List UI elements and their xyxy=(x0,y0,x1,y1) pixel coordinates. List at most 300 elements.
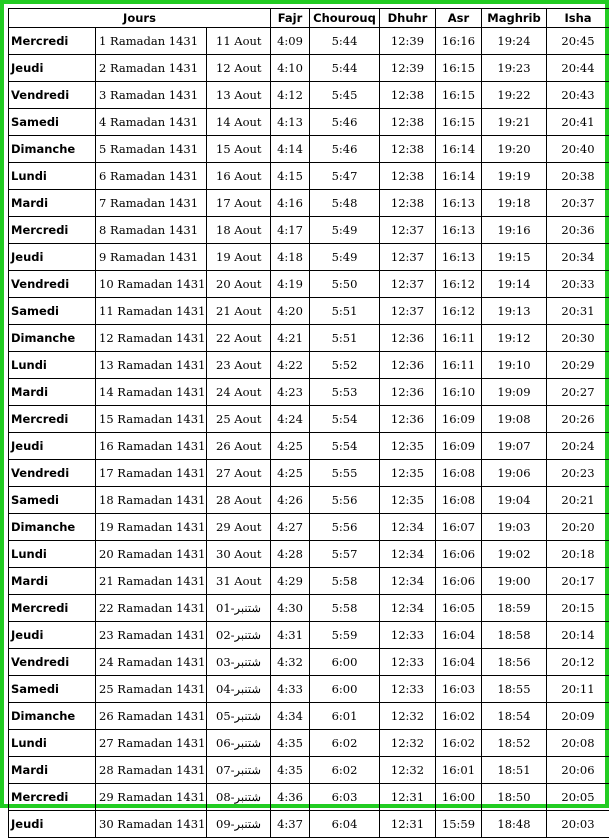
prayer-timetable xyxy=(8,8,609,838)
maghrib-cell: 19:19 xyxy=(482,163,547,190)
gregorian-date-cell: 26 Aout xyxy=(207,433,271,460)
maghrib-cell: 19:14 xyxy=(482,271,547,298)
isha-cell: 20:45 xyxy=(547,28,609,55)
asr-cell: 16:02 xyxy=(436,703,482,730)
fajr-cell: 4:16 xyxy=(271,190,310,217)
gregorian-date-cell: 16 Aout xyxy=(207,163,271,190)
isha-cell: 20:24 xyxy=(547,433,609,460)
gregorian-date-cell: 30 Aout xyxy=(207,541,271,568)
day-cell: Samedi xyxy=(9,109,96,136)
dhuhr-cell: 12:32 xyxy=(380,703,436,730)
gregorian-date-cell: 20 Aout xyxy=(207,271,271,298)
day-cell: Dimanche xyxy=(9,514,96,541)
chourouq-cell: 5:54 xyxy=(310,406,380,433)
isha-cell: 20:14 xyxy=(547,622,609,649)
fajr-cell: 4:09 xyxy=(271,28,310,55)
gregorian-date-cell: 11 Aout xyxy=(207,28,271,55)
header-isha: Isha xyxy=(547,9,609,28)
chourouq-cell: 5:50 xyxy=(310,271,380,298)
day-cell: Mercredi xyxy=(9,28,96,55)
day-cell: Mercredi xyxy=(9,406,96,433)
maghrib-cell: 18:55 xyxy=(482,676,547,703)
hijri-date-cell: 11 Ramadan 1431 xyxy=(96,298,207,325)
fajr-cell: 4:20 xyxy=(271,298,310,325)
isha-cell: 20:18 xyxy=(547,541,609,568)
asr-cell: 16:04 xyxy=(436,649,482,676)
day-cell: Mardi xyxy=(9,757,96,784)
day-cell: Samedi xyxy=(9,487,96,514)
fajr-cell: 4:26 xyxy=(271,487,310,514)
table-row xyxy=(9,811,609,838)
asr-cell: 16:08 xyxy=(436,487,482,514)
asr-cell: 16:12 xyxy=(436,271,482,298)
header-maghrib: Maghrib xyxy=(482,9,547,28)
hijri-date-cell: 1 Ramadan 1431 xyxy=(96,28,207,55)
isha-cell: 20:21 xyxy=(547,487,609,514)
gregorian-date-cell: 21 Aout xyxy=(207,298,271,325)
day-cell: Jeudi xyxy=(9,244,96,271)
chourouq-cell: 5:53 xyxy=(310,379,380,406)
fajr-cell: 4:25 xyxy=(271,433,310,460)
maghrib-cell: 19:18 xyxy=(482,190,547,217)
maghrib-cell: 19:24 xyxy=(482,28,547,55)
chourouq-cell: 5:51 xyxy=(310,298,380,325)
fajr-cell: 4:29 xyxy=(271,568,310,595)
asr-cell: 16:16 xyxy=(436,28,482,55)
dhuhr-cell: 12:31 xyxy=(380,784,436,811)
table-row xyxy=(9,217,609,244)
chourouq-cell: 5:58 xyxy=(310,568,380,595)
dhuhr-cell: 12:38 xyxy=(380,109,436,136)
hijri-date-cell: 12 Ramadan 1431 xyxy=(96,325,207,352)
day-cell: Mardi xyxy=(9,190,96,217)
maghrib-cell: 18:56 xyxy=(482,649,547,676)
dhuhr-cell: 12:35 xyxy=(380,460,436,487)
maghrib-cell: 18:48 xyxy=(482,811,547,838)
dhuhr-cell: 12:36 xyxy=(380,406,436,433)
maghrib-cell: 19:08 xyxy=(482,406,547,433)
dhuhr-cell: 12:38 xyxy=(380,190,436,217)
asr-cell: 16:15 xyxy=(436,82,482,109)
fajr-cell: 4:19 xyxy=(271,271,310,298)
hijri-date-cell: 5 Ramadan 1431 xyxy=(96,136,207,163)
chourouq-cell: 5:59 xyxy=(310,622,380,649)
asr-cell: 16:09 xyxy=(436,406,482,433)
day-cell: Jeudi xyxy=(9,811,96,838)
dhuhr-cell: 12:33 xyxy=(380,676,436,703)
fajr-cell: 4:35 xyxy=(271,730,310,757)
hijri-date-cell: 24 Ramadan 1431 xyxy=(96,649,207,676)
day-cell: Jeudi xyxy=(9,55,96,82)
dhuhr-cell: 12:38 xyxy=(380,163,436,190)
gregorian-date-cell: 15 Aout xyxy=(207,136,271,163)
table-row xyxy=(9,460,609,487)
gregorian-date-cell: شتنبر-05 xyxy=(207,703,271,730)
gregorian-date-cell: 12 Aout xyxy=(207,55,271,82)
hijri-date-cell: 6 Ramadan 1431 xyxy=(96,163,207,190)
fajr-cell: 4:21 xyxy=(271,325,310,352)
asr-cell: 16:10 xyxy=(436,379,482,406)
asr-cell: 16:04 xyxy=(436,622,482,649)
isha-cell: 20:29 xyxy=(547,352,609,379)
maghrib-cell: 19:04 xyxy=(482,487,547,514)
asr-cell: 16:05 xyxy=(436,595,482,622)
maghrib-cell: 19:02 xyxy=(482,541,547,568)
header-chourouq: Chourouq xyxy=(310,9,380,28)
dhuhr-cell: 12:32 xyxy=(380,730,436,757)
isha-cell: 20:05 xyxy=(547,784,609,811)
fajr-cell: 4:10 xyxy=(271,55,310,82)
table-row xyxy=(9,487,609,514)
day-cell: Lundi xyxy=(9,541,96,568)
dhuhr-cell: 12:39 xyxy=(380,28,436,55)
day-cell: Mercredi xyxy=(9,784,96,811)
maghrib-cell: 18:50 xyxy=(482,784,547,811)
chourouq-cell: 6:03 xyxy=(310,784,380,811)
asr-cell: 16:01 xyxy=(436,757,482,784)
hijri-date-cell: 19 Ramadan 1431 xyxy=(96,514,207,541)
fajr-cell: 4:14 xyxy=(271,136,310,163)
dhuhr-cell: 12:34 xyxy=(380,541,436,568)
dhuhr-cell: 12:34 xyxy=(380,568,436,595)
hijri-date-cell: 2 Ramadan 1431 xyxy=(96,55,207,82)
chourouq-cell: 6:04 xyxy=(310,811,380,838)
day-cell: Samedi xyxy=(9,676,96,703)
gregorian-date-cell: شتنبر-02 xyxy=(207,622,271,649)
fajr-cell: 4:24 xyxy=(271,406,310,433)
dhuhr-cell: 12:34 xyxy=(380,514,436,541)
maghrib-cell: 19:21 xyxy=(482,109,547,136)
isha-cell: 20:03 xyxy=(547,811,609,838)
day-cell: Jeudi xyxy=(9,433,96,460)
table-row xyxy=(9,676,609,703)
day-cell: Lundi xyxy=(9,163,96,190)
asr-cell: 16:13 xyxy=(436,217,482,244)
asr-cell: 16:14 xyxy=(436,163,482,190)
chourouq-cell: 6:00 xyxy=(310,676,380,703)
dhuhr-cell: 12:33 xyxy=(380,622,436,649)
asr-cell: 16:13 xyxy=(436,244,482,271)
gregorian-date-cell: شتنبر-09 xyxy=(207,811,271,838)
gregorian-date-cell: شتنبر-03 xyxy=(207,649,271,676)
isha-cell: 20:34 xyxy=(547,244,609,271)
hijri-date-cell: 28 Ramadan 1431 xyxy=(96,757,207,784)
table-row xyxy=(9,703,609,730)
hijri-date-cell: 10 Ramadan 1431 xyxy=(96,271,207,298)
hijri-date-cell: 21 Ramadan 1431 xyxy=(96,568,207,595)
maghrib-cell: 19:07 xyxy=(482,433,547,460)
asr-cell: 16:11 xyxy=(436,352,482,379)
dhuhr-cell: 12:36 xyxy=(380,325,436,352)
fajr-cell: 4:33 xyxy=(271,676,310,703)
asr-cell: 16:07 xyxy=(436,514,482,541)
day-cell: Jeudi xyxy=(9,622,96,649)
hijri-date-cell: 17 Ramadan 1431 xyxy=(96,460,207,487)
gregorian-date-cell: 31 Aout xyxy=(207,568,271,595)
table-row xyxy=(9,784,609,811)
chourouq-cell: 5:49 xyxy=(310,217,380,244)
chourouq-cell: 5:46 xyxy=(310,136,380,163)
table-row xyxy=(9,406,609,433)
day-cell: Mercredi xyxy=(9,595,96,622)
fajr-cell: 4:34 xyxy=(271,703,310,730)
isha-cell: 20:23 xyxy=(547,460,609,487)
maghrib-cell: 18:59 xyxy=(482,595,547,622)
table-row xyxy=(9,568,609,595)
maghrib-cell: 18:54 xyxy=(482,703,547,730)
table-row xyxy=(9,595,609,622)
isha-cell: 20:15 xyxy=(547,595,609,622)
fajr-cell: 4:28 xyxy=(271,541,310,568)
isha-cell: 20:26 xyxy=(547,406,609,433)
fajr-cell: 4:35 xyxy=(271,757,310,784)
table-row xyxy=(9,757,609,784)
dhuhr-cell: 12:37 xyxy=(380,217,436,244)
asr-cell: 16:15 xyxy=(436,55,482,82)
isha-cell: 20:43 xyxy=(547,82,609,109)
hijri-date-cell: 13 Ramadan 1431 xyxy=(96,352,207,379)
chourouq-cell: 5:56 xyxy=(310,487,380,514)
fajr-cell: 4:30 xyxy=(271,595,310,622)
maghrib-cell: 18:52 xyxy=(482,730,547,757)
dhuhr-cell: 12:35 xyxy=(380,487,436,514)
asr-cell: 16:06 xyxy=(436,568,482,595)
day-cell: Mardi xyxy=(9,568,96,595)
fajr-cell: 4:27 xyxy=(271,514,310,541)
fajr-cell: 4:36 xyxy=(271,784,310,811)
day-cell: Mercredi xyxy=(9,217,96,244)
maghrib-cell: 19:13 xyxy=(482,298,547,325)
fajr-cell: 4:12 xyxy=(271,82,310,109)
isha-cell: 20:30 xyxy=(547,325,609,352)
fajr-cell: 4:17 xyxy=(271,217,310,244)
day-cell: Mardi xyxy=(9,379,96,406)
gregorian-date-cell: 23 Aout xyxy=(207,352,271,379)
asr-cell: 16:13 xyxy=(436,190,482,217)
day-cell: Vendredi xyxy=(9,271,96,298)
dhuhr-cell: 12:38 xyxy=(380,82,436,109)
header-dhuhr: Dhuhr xyxy=(380,9,436,28)
table-row xyxy=(9,541,609,568)
gregorian-date-cell: شتنبر-01 xyxy=(207,595,271,622)
fajr-cell: 4:37 xyxy=(271,811,310,838)
dhuhr-cell: 12:39 xyxy=(380,55,436,82)
table-row xyxy=(9,514,609,541)
asr-cell: 16:02 xyxy=(436,730,482,757)
fajr-cell: 4:18 xyxy=(271,244,310,271)
gregorian-date-cell: شتنبر-08 xyxy=(207,784,271,811)
isha-cell: 20:44 xyxy=(547,55,609,82)
asr-cell: 16:09 xyxy=(436,433,482,460)
gregorian-date-cell: شتنبر-07 xyxy=(207,757,271,784)
gregorian-date-cell: شتنبر-06 xyxy=(207,730,271,757)
dhuhr-cell: 12:34 xyxy=(380,595,436,622)
chourouq-cell: 5:44 xyxy=(310,55,380,82)
fajr-cell: 4:32 xyxy=(271,649,310,676)
dhuhr-cell: 12:33 xyxy=(380,649,436,676)
hijri-date-cell: 16 Ramadan 1431 xyxy=(96,433,207,460)
chourouq-cell: 5:45 xyxy=(310,82,380,109)
table-row xyxy=(9,622,609,649)
chourouq-cell: 5:52 xyxy=(310,352,380,379)
isha-cell: 20:11 xyxy=(547,676,609,703)
maghrib-cell: 18:51 xyxy=(482,757,547,784)
day-cell: Vendredi xyxy=(9,460,96,487)
maghrib-cell: 19:22 xyxy=(482,82,547,109)
fajr-cell: 4:15 xyxy=(271,163,310,190)
dhuhr-cell: 12:36 xyxy=(380,352,436,379)
hijri-date-cell: 26 Ramadan 1431 xyxy=(96,703,207,730)
isha-cell: 20:33 xyxy=(547,271,609,298)
dhuhr-cell: 12:37 xyxy=(380,244,436,271)
fajr-cell: 4:25 xyxy=(271,460,310,487)
asr-cell: 16:14 xyxy=(436,136,482,163)
asr-cell: 16:08 xyxy=(436,460,482,487)
maghrib-cell: 19:12 xyxy=(482,325,547,352)
gregorian-date-cell: 18 Aout xyxy=(207,217,271,244)
maghrib-cell: 19:10 xyxy=(482,352,547,379)
gregorian-date-cell: 25 Aout xyxy=(207,406,271,433)
chourouq-cell: 5:44 xyxy=(310,28,380,55)
fajr-cell: 4:22 xyxy=(271,352,310,379)
isha-cell: 20:20 xyxy=(547,514,609,541)
fajr-cell: 4:13 xyxy=(271,109,310,136)
chourouq-cell: 6:00 xyxy=(310,649,380,676)
chourouq-cell: 5:48 xyxy=(310,190,380,217)
hijri-date-cell: 29 Ramadan 1431 xyxy=(96,784,207,811)
hijri-date-cell: 3 Ramadan 1431 xyxy=(96,82,207,109)
isha-cell: 20:40 xyxy=(547,136,609,163)
hijri-date-cell: 23 Ramadan 1431 xyxy=(96,622,207,649)
isha-cell: 20:09 xyxy=(547,703,609,730)
table-row xyxy=(9,271,609,298)
asr-cell: 16:15 xyxy=(436,109,482,136)
maghrib-cell: 19:23 xyxy=(482,55,547,82)
day-cell: Dimanche xyxy=(9,325,96,352)
gregorian-date-cell: شتنبر-04 xyxy=(207,676,271,703)
gregorian-date-cell: 24 Aout xyxy=(207,379,271,406)
asr-cell: 16:12 xyxy=(436,298,482,325)
maghrib-cell: 19:20 xyxy=(482,136,547,163)
table-row xyxy=(9,298,609,325)
gregorian-date-cell: 22 Aout xyxy=(207,325,271,352)
day-cell: Dimanche xyxy=(9,136,96,163)
table-row xyxy=(9,433,609,460)
isha-cell: 20:36 xyxy=(547,217,609,244)
hijri-date-cell: 15 Ramadan 1431 xyxy=(96,406,207,433)
day-cell: Dimanche xyxy=(9,703,96,730)
chourouq-cell: 5:57 xyxy=(310,541,380,568)
hijri-date-cell: 30 Ramadan 1431 xyxy=(96,811,207,838)
hijri-date-cell: 18 Ramadan 1431 xyxy=(96,487,207,514)
chourouq-cell: 5:49 xyxy=(310,244,380,271)
maghrib-cell: 19:15 xyxy=(482,244,547,271)
maghrib-cell: 19:06 xyxy=(482,460,547,487)
table-row xyxy=(9,730,609,757)
table-row xyxy=(9,163,609,190)
dhuhr-cell: 12:37 xyxy=(380,298,436,325)
header-row xyxy=(9,9,609,28)
header-fajr: Fajr xyxy=(271,9,310,28)
gregorian-date-cell: 14 Aout xyxy=(207,109,271,136)
day-cell: Vendredi xyxy=(9,82,96,109)
day-cell: Lundi xyxy=(9,730,96,757)
dhuhr-cell: 12:31 xyxy=(380,811,436,838)
maghrib-cell: 18:58 xyxy=(482,622,547,649)
asr-cell: 16:03 xyxy=(436,676,482,703)
chourouq-cell: 5:47 xyxy=(310,163,380,190)
day-cell: Samedi xyxy=(9,298,96,325)
chourouq-cell: 5:58 xyxy=(310,595,380,622)
asr-cell: 15:59 xyxy=(436,811,482,838)
dhuhr-cell: 12:32 xyxy=(380,757,436,784)
maghrib-cell: 19:03 xyxy=(482,514,547,541)
gregorian-date-cell: 13 Aout xyxy=(207,82,271,109)
isha-cell: 20:08 xyxy=(547,730,609,757)
hijri-date-cell: 9 Ramadan 1431 xyxy=(96,244,207,271)
header-asr: Asr xyxy=(436,9,482,28)
dhuhr-cell: 12:38 xyxy=(380,136,436,163)
chourouq-cell: 5:56 xyxy=(310,514,380,541)
maghrib-cell: 19:09 xyxy=(482,379,547,406)
table-row xyxy=(9,325,609,352)
dhuhr-cell: 12:37 xyxy=(380,271,436,298)
hijri-date-cell: 7 Ramadan 1431 xyxy=(96,190,207,217)
chourouq-cell: 5:54 xyxy=(310,433,380,460)
table-row xyxy=(9,136,609,163)
chourouq-cell: 5:46 xyxy=(310,109,380,136)
isha-cell: 20:06 xyxy=(547,757,609,784)
table-row xyxy=(9,109,609,136)
isha-cell: 20:27 xyxy=(547,379,609,406)
isha-cell: 20:38 xyxy=(547,163,609,190)
day-cell: Vendredi xyxy=(9,649,96,676)
gregorian-date-cell: 17 Aout xyxy=(207,190,271,217)
table-row xyxy=(9,244,609,271)
fajr-cell: 4:23 xyxy=(271,379,310,406)
hijri-date-cell: 27 Ramadan 1431 xyxy=(96,730,207,757)
day-cell: Lundi xyxy=(9,352,96,379)
isha-cell: 20:31 xyxy=(547,298,609,325)
table-row xyxy=(9,649,609,676)
gregorian-date-cell: 28 Aout xyxy=(207,487,271,514)
hijri-date-cell: 20 Ramadan 1431 xyxy=(96,541,207,568)
asr-cell: 16:11 xyxy=(436,325,482,352)
table-row xyxy=(9,379,609,406)
gregorian-date-cell: 19 Aout xyxy=(207,244,271,271)
table-row xyxy=(9,28,609,55)
table-row xyxy=(9,82,609,109)
gregorian-date-cell: 27 Aout xyxy=(207,460,271,487)
header-jours: Jours xyxy=(9,9,271,28)
asr-cell: 16:06 xyxy=(436,541,482,568)
hijri-date-cell: 4 Ramadan 1431 xyxy=(96,109,207,136)
timetable-body xyxy=(9,28,609,838)
asr-cell: 16:00 xyxy=(436,784,482,811)
chourouq-cell: 5:55 xyxy=(310,460,380,487)
isha-cell: 20:41 xyxy=(547,109,609,136)
table-row xyxy=(9,190,609,217)
fajr-cell: 4:31 xyxy=(271,622,310,649)
chourouq-cell: 6:01 xyxy=(310,703,380,730)
hijri-date-cell: 22 Ramadan 1431 xyxy=(96,595,207,622)
dhuhr-cell: 12:36 xyxy=(380,379,436,406)
isha-cell: 20:17 xyxy=(547,568,609,595)
dhuhr-cell: 12:35 xyxy=(380,433,436,460)
isha-cell: 20:37 xyxy=(547,190,609,217)
maghrib-cell: 19:16 xyxy=(482,217,547,244)
gregorian-date-cell: 29 Aout xyxy=(207,514,271,541)
